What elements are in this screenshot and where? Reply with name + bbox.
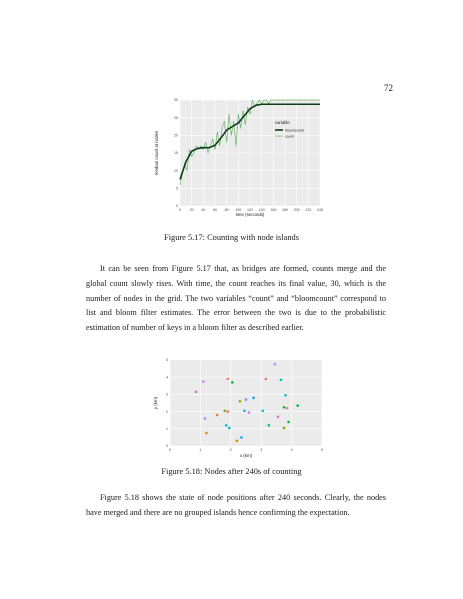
- page-number: 72: [384, 83, 393, 93]
- x-tick-label: 140: [258, 208, 265, 212]
- scatter-point: [205, 432, 208, 435]
- scatter-point: [284, 394, 287, 397]
- y-tick-label: 30: [174, 98, 178, 103]
- y-tick-label: 10: [174, 168, 178, 173]
- y-tick-label: 1: [166, 427, 168, 431]
- scatter-point: [287, 421, 290, 424]
- x-tick-label: 1: [199, 448, 202, 452]
- y-tick-label: 25: [174, 115, 178, 120]
- x-tick-label: 220: [305, 208, 312, 212]
- x-axis-label: x (km): [239, 453, 253, 458]
- x-tick-label: 60: [213, 208, 217, 212]
- scatter-point: [248, 411, 251, 414]
- scatter-point: [252, 397, 255, 400]
- scatter-point: [274, 363, 277, 366]
- scatter-point: [283, 427, 286, 430]
- x-tick-label: 0: [179, 208, 181, 212]
- y-tick-label: 5: [166, 358, 168, 363]
- x-tick-label: 20: [189, 208, 194, 212]
- x-tick-label: 180: [282, 208, 288, 212]
- scatter-point: [261, 409, 264, 412]
- x-tick-label: 200: [293, 208, 300, 212]
- scatter-point: [239, 400, 242, 403]
- scatter-point: [277, 415, 280, 418]
- body-paragraph: Figure 5.18 shows the state of node positions after 240 seconds. Clearly, the nodes have merged and there are no grouped islands hence confirming the expectation.: [86, 493, 386, 517]
- scatter-point: [268, 424, 271, 427]
- figure-counting-chart: [150, 94, 330, 224]
- body-paragraph: It can be seen from Figure 5.17 that, as bridges are formed, counts merge and the global count slowly rises. With time, the count reaches its final value, 30, which is the number of nodes in the grid. The two variables “count” and “bloomcount” correspond to list and bloom filter estimates. The error between the two is due to the probabilistic estimation of number of keys in a bloom filter as described earlier.: [86, 264, 386, 333]
- x-tick-label: 160: [270, 208, 277, 212]
- y-tick-label: 5: [176, 186, 178, 191]
- legend-label-bloomcount: bloomcount: [285, 128, 304, 133]
- scatter-chart: [150, 354, 330, 462]
- scatter-point: [245, 398, 248, 401]
- x-tick-label: 120: [247, 208, 253, 212]
- figure-caption: Figure 5.18: Nodes after 240s of counting: [161, 467, 302, 476]
- x-tick-label: 5: [321, 448, 323, 452]
- x-tick-label: 0: [169, 448, 171, 452]
- y-tick-label: 20: [174, 133, 178, 138]
- scatter-point: [216, 414, 219, 417]
- scatter-point: [223, 409, 226, 412]
- y-tick-label: 0: [166, 444, 168, 449]
- x-tick-label: 4: [290, 448, 293, 452]
- scatter-point: [228, 427, 231, 430]
- x-tick-label: 80: [224, 208, 229, 212]
- x-tick-label: 2: [229, 448, 232, 452]
- scatter-point: [264, 378, 267, 381]
- scatter-point: [195, 391, 198, 394]
- x-tick-label: 40: [201, 208, 206, 212]
- y-tick-label: 3: [166, 392, 168, 397]
- y-tick-label: 15: [174, 151, 178, 156]
- scatter-point: [202, 380, 205, 383]
- scatter-point: [296, 404, 299, 407]
- scatter-point: [283, 406, 286, 409]
- x-tick-label: 100: [235, 208, 242, 212]
- legend-label-count: count: [285, 134, 294, 139]
- y-axis-label: median count at nodes: [154, 130, 159, 176]
- scatter-point: [226, 410, 229, 413]
- scatter-point: [286, 407, 289, 410]
- legend-title: variable: [275, 120, 290, 125]
- x-axis-label: time (seconds): [235, 212, 265, 217]
- scatter-point: [243, 409, 246, 412]
- line-chart: [150, 94, 330, 224]
- plot-panel: [170, 360, 322, 446]
- y-axis-label: y (km): [153, 396, 158, 410]
- scatter-point: [231, 381, 234, 384]
- x-tick-label: 240: [317, 208, 323, 212]
- y-tick-label: 0: [176, 204, 178, 209]
- x-tick-label: 3: [260, 448, 263, 452]
- scatter-point: [225, 424, 228, 427]
- scatter-point: [280, 378, 283, 381]
- scatter-point: [204, 417, 207, 420]
- scatter-point: [240, 436, 243, 439]
- scatter-point: [226, 378, 229, 381]
- figure-node-positions: [150, 354, 330, 462]
- scatter-point: [236, 440, 239, 443]
- y-tick-label: 2: [166, 409, 168, 414]
- y-tick-label: 4: [166, 375, 168, 380]
- figure-caption: Figure 5.17: Counting with node islands: [164, 233, 299, 242]
